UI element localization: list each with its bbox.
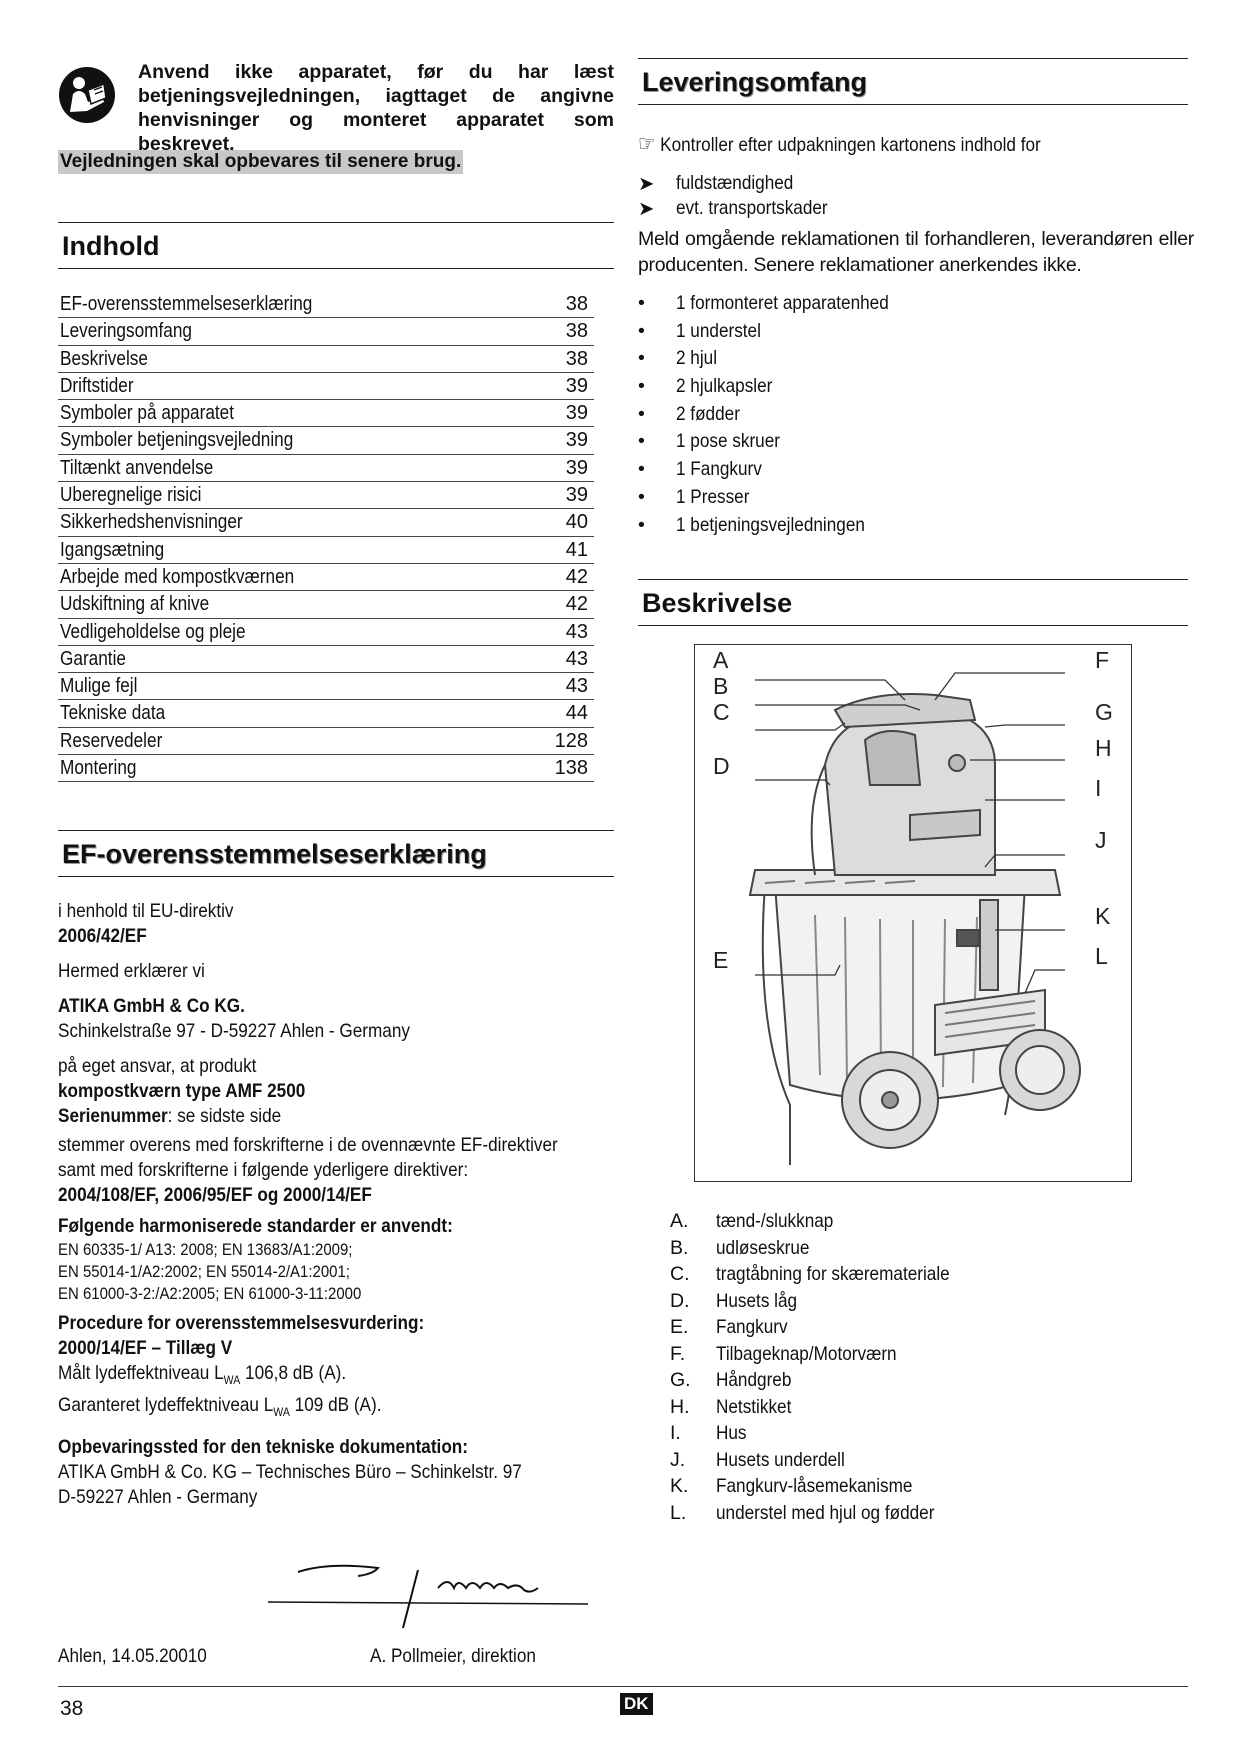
delivery-check-list <box>638 172 1188 222</box>
legend-key: B. <box>670 1236 689 1259</box>
figure-legend <box>670 1210 1188 1528</box>
legend-text: Håndgreb <box>716 1369 792 1392</box>
ce-line: Hermed erklærer vi <box>58 960 205 983</box>
bullet-icon: • <box>638 347 645 370</box>
toc-row <box>58 291 594 318</box>
legend-row <box>670 1263 1188 1290</box>
legend-key: J. <box>670 1448 686 1471</box>
ce-measured-sub: WA <box>223 1373 241 1388</box>
figure-label: F <box>1095 647 1110 674</box>
toc-title: Montering <box>60 757 137 780</box>
legend-row <box>670 1316 1188 1343</box>
legend-key: F. <box>670 1342 686 1365</box>
toc-row <box>58 646 594 673</box>
check-item <box>638 197 1188 222</box>
toc-page: 42 <box>565 593 588 616</box>
delivery-item-text: 2 hjul <box>676 347 718 370</box>
delivery-item <box>638 292 1188 320</box>
figure-label: D <box>713 753 730 780</box>
footer-rule <box>58 1686 1188 1687</box>
legend-text: Fangkurv <box>716 1316 788 1339</box>
legend-text: udløseskrue <box>716 1236 810 1259</box>
legend-row <box>670 1290 1188 1317</box>
right-column <box>638 58 1194 1528</box>
ce-heading: EF-overensstemmelseserklæring <box>58 830 614 877</box>
toc-page: 44 <box>565 702 588 725</box>
legend-key: D. <box>670 1289 690 1312</box>
toc-page: 138 <box>554 757 588 780</box>
ce-company: ATIKA GmbH & Co KG. <box>58 995 245 1018</box>
left-column <box>58 58 614 1510</box>
product-figure <box>694 644 1132 1182</box>
legend-row <box>670 1369 1188 1396</box>
toc-page: 38 <box>565 320 588 343</box>
figure-label: A <box>713 647 729 674</box>
delivery-check <box>638 131 1122 158</box>
legend-text: Husets låg <box>716 1289 798 1312</box>
ce-procedure: 2000/14/EF – Tillæg V <box>58 1337 233 1360</box>
delivery-item-text: 1 formonteret apparatenhed <box>676 292 889 314</box>
ce-storage-address: D-59227 Ahlen - Germany <box>58 1486 258 1509</box>
toc-row <box>58 564 594 591</box>
toc-page: 41 <box>565 538 588 561</box>
toc-row <box>58 482 594 509</box>
toc-title: Sikkerhedshenvisninger <box>60 511 243 534</box>
bullet-icon: • <box>638 292 645 314</box>
toc-title: EF-overensstemmelseserklæring <box>60 293 313 315</box>
ce-guaranteed-label: Garanteret lydeffektniveau L <box>58 1394 274 1417</box>
legend-text: Fangkurv-låsemekanisme <box>716 1475 913 1498</box>
warning-line-2: betjeningsvejledningen, iagttaget de angivne <box>138 85 614 107</box>
delivery-item-text: 1 Fangkurv <box>676 458 762 481</box>
ce-address: Schinkelstraße 97 - D-59227 Ahlen - Germany <box>58 1020 410 1043</box>
warning-line-3: henvisninger og monteret apparatet som beskrevet. <box>138 109 614 155</box>
toc-title: Tekniske data <box>60 702 166 725</box>
figure-label: J <box>1095 827 1107 854</box>
legend-text: tænd-/slukknap <box>716 1210 834 1233</box>
hand-pointer-icon: ☞ <box>638 131 656 156</box>
delivery-items <box>638 292 1188 541</box>
legend-row <box>670 1396 1188 1423</box>
figure-label: G <box>1095 699 1113 726</box>
toc-row <box>58 455 594 482</box>
legend-row <box>670 1210 1188 1237</box>
warning-block <box>58 58 614 155</box>
legend-row <box>670 1343 1188 1370</box>
toc-title: Beskrivelse <box>60 347 148 370</box>
shredder-illustration <box>695 645 1131 1181</box>
delivery-item <box>638 430 1188 458</box>
ce-standard: EN 55014-1/A2:2002; EN 55014-2/A1:2001; <box>58 1262 350 1282</box>
ce-serial <box>58 1104 547 1129</box>
figure-label: E <box>713 947 729 974</box>
toc-title: Udskiftning af knive <box>60 593 210 616</box>
toc-title: Driftstider <box>60 374 134 397</box>
figure-label: K <box>1095 903 1111 930</box>
toc-row <box>58 755 594 782</box>
delivery-item <box>638 458 1188 486</box>
legend-text: tragtåbning for skæremateriale <box>716 1263 950 1286</box>
description-heading: Beskrivelse <box>638 579 1188 626</box>
ce-directive: 2006/42/EF <box>58 925 147 948</box>
bullet-icon: • <box>638 430 645 453</box>
ce-guaranteed-sub: WA <box>273 1405 290 1420</box>
check-item-text: fuldstændighed <box>676 172 794 194</box>
delivery-item-text: 1 understel <box>676 319 761 342</box>
delivery-item-text: 2 hjulkapsler <box>676 375 773 398</box>
delivery-item-text: 1 pose skruer <box>676 430 780 453</box>
ce-product: kompostkværn type AMF 2500 <box>58 1080 306 1103</box>
delivery-heading: Leveringsomfang <box>638 58 1188 105</box>
ce-serial-label: Serienummer <box>58 1105 168 1128</box>
bullet-icon: • <box>638 485 645 508</box>
toc-title: Mulige fejl <box>60 675 138 698</box>
keep-manual-note: Vejledningen skal opbevares til senere brug. <box>60 151 462 172</box>
ce-standard: EN 60335-1/ A13: 2008; EN 13683/A1:2009; <box>58 1240 353 1260</box>
read-manual-icon <box>58 66 116 124</box>
delivery-item-text: 1 Presser <box>676 485 750 508</box>
delivery-item-text: 2 fødder <box>676 402 740 425</box>
arrow-icon: ➤ <box>638 198 655 220</box>
page-number: 38 <box>60 1697 84 1720</box>
figure-label: I <box>1095 775 1102 802</box>
language-badge: DK <box>620 1693 653 1715</box>
signature <box>268 1558 608 1638</box>
toc-page: 128 <box>554 729 588 752</box>
legend-row <box>670 1422 1188 1449</box>
toc-title: Vedligeholdelse og pleje <box>60 620 246 643</box>
toc-row <box>58 673 594 700</box>
toc-page: 40 <box>565 511 588 534</box>
legend-key: K. <box>670 1475 689 1498</box>
toc-title: Reservedeler <box>60 729 163 752</box>
legend-row <box>670 1449 1188 1476</box>
toc-row <box>58 700 594 727</box>
legend-row <box>670 1475 1188 1502</box>
delivery-item-text: 1 betjeningsvejledningen <box>676 513 865 536</box>
figure-label: C <box>713 699 730 726</box>
ce-measured-label: Målt lydeffektniveau L <box>58 1362 224 1385</box>
toc-row <box>58 591 594 618</box>
ce-guaranteed-level <box>58 1393 547 1425</box>
check-item-text: evt. transportskader <box>676 197 828 219</box>
delivery-item <box>638 375 1188 403</box>
legend-text: Husets underdell <box>716 1448 845 1471</box>
legend-text: understel med hjul og fødder <box>716 1501 935 1524</box>
toc-page: 43 <box>565 647 588 670</box>
delivery-notice: Meld omgående reklamationen til forhandleren, leverandøren eller producenten. Senere reklamationer anerkendes ikke. <box>638 228 1194 276</box>
delivery-item <box>638 514 1188 542</box>
delivery-item <box>638 347 1188 375</box>
legend-text: Hus <box>716 1422 747 1445</box>
legend-text: Netstikket <box>716 1395 792 1418</box>
delivery-check-text: Kontroller efter udpakningen kartonens indhold for <box>660 134 1041 156</box>
legend-key: C. <box>670 1263 690 1286</box>
table-of-contents <box>58 291 594 782</box>
bullet-icon: • <box>638 319 645 342</box>
ce-storage-address: ATIKA GmbH & Co. KG – Technisches Büro – Schinkelstr. 97 <box>58 1461 522 1484</box>
warning-line-1: Anvend ikke apparatet, før du har læst <box>138 61 614 83</box>
toc-page: 38 <box>565 347 588 370</box>
legend-key: H. <box>670 1395 690 1418</box>
toc-row <box>58 346 594 373</box>
ce-guaranteed-value: 109 dB (A). <box>289 1394 382 1417</box>
check-item <box>638 172 1188 197</box>
toc-title: Garantie <box>60 647 126 670</box>
toc-page: 39 <box>565 456 588 479</box>
legend-key: E. <box>670 1316 689 1339</box>
toc-page: 43 <box>565 675 588 698</box>
bullet-icon: • <box>638 458 645 481</box>
ce-measured-value: 106,8 dB (A). <box>240 1362 347 1385</box>
bullet-icon: • <box>638 375 645 398</box>
warning-text <box>138 60 614 156</box>
figure-label: L <box>1095 943 1108 970</box>
toc-row <box>58 427 594 454</box>
figure-label: B <box>713 673 729 700</box>
toc-title: Symboler betjeningsvejledning <box>60 429 294 452</box>
legend-text: Tilbageknap/Motorværn <box>716 1342 897 1365</box>
toc-title: Arbejde med kompostkværnen <box>60 565 295 588</box>
ce-serial-value: : se sidste side <box>167 1105 282 1128</box>
figure-label: H <box>1095 735 1112 762</box>
bullet-icon: • <box>638 513 645 536</box>
toc-title: Uberegnelige risici <box>60 484 202 507</box>
toc-page: 43 <box>565 620 588 643</box>
toc-page: 42 <box>565 565 588 588</box>
ce-directives: 2004/108/EF, 2006/95/EF og 2000/14/EF <box>58 1184 372 1207</box>
toc-page: 39 <box>565 402 588 425</box>
ce-procedure-heading: Procedure for overensstemmelsesvurdering: <box>58 1312 425 1335</box>
toc-row <box>58 728 594 755</box>
legend-row <box>670 1502 1188 1529</box>
toc-row <box>58 400 594 427</box>
ce-signer: A. Pollmeier, direktion <box>370 1645 536 1667</box>
ce-standards-heading: Følgende harmoniserede standarder er anvendt: <box>58 1215 453 1238</box>
toc-page: 38 <box>565 293 588 315</box>
ce-date: Ahlen, 14.05.20010 <box>58 1645 207 1667</box>
legend-key: A. <box>670 1210 689 1233</box>
toc-row <box>58 537 594 564</box>
delivery-item <box>638 486 1188 514</box>
toc-row <box>58 318 594 345</box>
toc-title: Igangsætning <box>60 538 165 561</box>
toc-page: 39 <box>565 429 588 452</box>
toc-row <box>58 619 594 646</box>
ce-line: på eget ansvar, at produkt <box>58 1055 257 1078</box>
delivery-item <box>638 320 1188 348</box>
toc-page: 39 <box>565 484 588 507</box>
ce-storage-heading: Opbevaringssted for den tekniske dokumentation: <box>58 1436 469 1459</box>
ce-line: samt med forskrifterne i følgende yderligere direktiver: <box>58 1159 469 1182</box>
legend-key: I. <box>670 1422 681 1445</box>
toc-heading: Indhold <box>58 222 614 269</box>
legend-key: L. <box>670 1501 687 1524</box>
toc-title: Tiltænkt anvendelse <box>60 456 214 479</box>
ce-line: stemmer overens med forskrifterne i de ovennævnte EF-direktiver <box>58 1134 558 1157</box>
bullet-icon: • <box>638 402 645 425</box>
toc-title: Symboler på apparatet <box>60 402 235 425</box>
delivery-item <box>638 403 1188 431</box>
legend-key: G. <box>670 1369 691 1392</box>
ce-line: i henhold til EU-direktiv <box>58 900 234 923</box>
arrow-icon: ➤ <box>638 173 655 195</box>
legend-row <box>670 1237 1188 1264</box>
toc-page: 39 <box>565 374 588 397</box>
toc-title: Leveringsomfang <box>60 320 192 343</box>
ce-measured-level <box>58 1361 547 1393</box>
toc-row <box>58 509 594 536</box>
toc-row <box>58 373 594 400</box>
ce-standard: EN 61000-3-2:/A2:2005; EN 61000-3-11:2000 <box>58 1284 362 1304</box>
